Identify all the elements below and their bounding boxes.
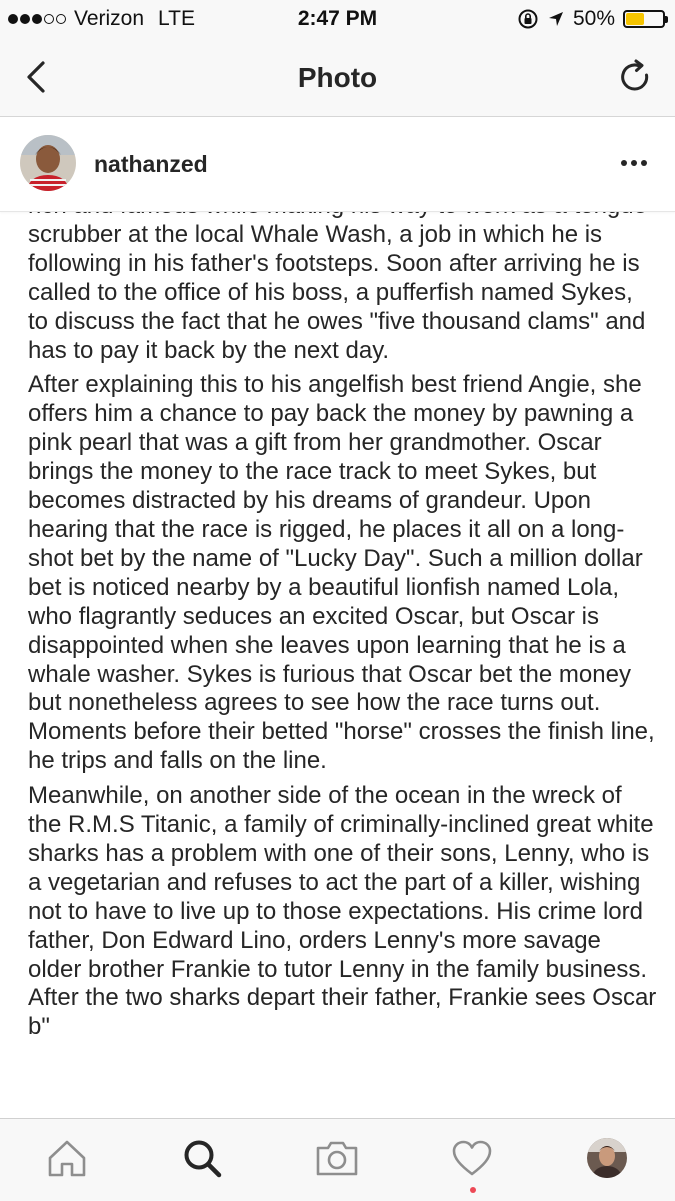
more-options-icon[interactable]	[619, 151, 649, 175]
caption-paragraph: After explaining this to his angelfish best friend Angie, she offers him a chance to pay back the money by pawning a pink pearl that was a gift from her grandmother. Oscar brings the money to the race track to meet Sykes, but becomes distracted by his dreams of grandeur. Upon hearing that the race is rigged, he places it all on a long-shot bet by the name of "Lucky Day". Such a million dollar bet is noticed nearby by a beautiful lionfish named Lola, who flagrantly seduces an excited Oscar, but Oscar is disappointed when she leaves upon learning that he is a whale washer. Sykes is furious that Oscar bet the money but nonetheless agrees to see how the race turns out. Moments before their betted "horse" crosses the finish line, he trips and falls on the line.	[28, 371, 655, 775]
carrier-name: Verizon	[74, 7, 145, 30]
page-title: Photo	[297, 62, 378, 93]
search-icon	[181, 1137, 223, 1179]
caption-paragraph: Meanwhile, on another side of the ocean in the wreck of the R.M.S Titanic, a family of criminally-inclined great white sharks has a problem with one of their sons, Lenny, who is a vegetarian and refuses to act the part of a killer, wishing not to have to live up to those expectations. His crime lord father, Don Edward Lino, orders Lenny's more savage older brother Frankie to tutor Lenny in the family business. After the two sharks depart their father, Frankie sees Oscar b"	[28, 782, 657, 1041]
home-icon	[46, 1138, 88, 1178]
profile-avatar	[587, 1138, 627, 1178]
location-arrow-icon	[547, 10, 565, 28]
camera-icon	[314, 1138, 360, 1178]
rotation-lock-icon	[517, 8, 539, 30]
avatar[interactable]	[20, 135, 76, 191]
status-bar	[0, 0, 675, 40]
heart-icon	[450, 1138, 494, 1178]
battery-fill	[626, 13, 644, 25]
battery-icon	[623, 10, 665, 28]
username[interactable]: nathanzed	[94, 151, 208, 177]
tab-home[interactable]	[42, 1133, 92, 1183]
navigation-bar	[0, 40, 675, 117]
caption-paragraph: scrubber at the local Whale Wash, a job in which he is following in his father's footsteps. Soon after arriving he is called to the office of his boss, a pufferfish named Sykes, to discuss the fact that he owes "five thousand clams" and has to pay it back by the next day.	[28, 220, 646, 364]
notification-dot	[470, 1187, 476, 1193]
tab-activity[interactable]	[447, 1133, 497, 1183]
tab-camera[interactable]	[312, 1133, 362, 1183]
tab-bar	[0, 1118, 675, 1201]
tab-profile[interactable]	[582, 1133, 632, 1183]
post-header	[0, 117, 675, 212]
network-type: LTE	[158, 7, 196, 30]
status-right	[517, 7, 665, 31]
tab-search[interactable]	[177, 1133, 227, 1183]
post-caption	[28, 200, 658, 1048]
caption-scroll-area[interactable]	[0, 200, 675, 1118]
refresh-icon[interactable]	[615, 57, 655, 97]
battery-percent: 50%	[572, 7, 615, 30]
status-time: 2:47 PM	[297, 7, 378, 30]
